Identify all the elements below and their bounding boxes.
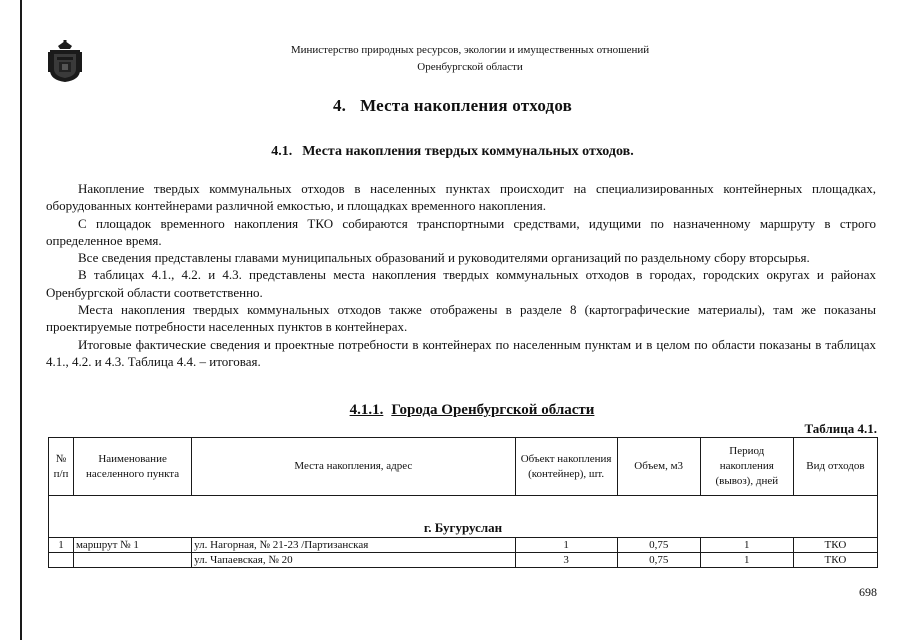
cell-address: ул. Нагорная, № 21-23 /Партизанская	[192, 538, 515, 553]
cell-num: 1	[49, 538, 74, 553]
cell-volume: 0,75	[617, 553, 700, 568]
cell-volume: 0,75	[617, 538, 700, 553]
body-text	[46, 180, 876, 370]
table-row	[49, 553, 878, 568]
paragraph: Накопление твердых коммунальных отходов в населенных пунктах происходит на специализированных контейнерных площадках, оборудованных контейнерами различной емкостью, и площадках временного накопления.	[46, 181, 876, 214]
paragraph: С площадок временного накопления ТКО собираются транспортными средствами, идущими по назначенному маршруту в строго определенное время.	[46, 215, 876, 248]
paragraph: В таблицах 4.1., 4.2. и 4.3. представлены места накопления твердых коммунальных отходов в городах, городских округах и районах Оренбургской области соответственно.	[46, 267, 876, 300]
table-row	[49, 538, 878, 553]
header-num: № п/п	[49, 438, 74, 496]
ministry-line-2: Оренбургской области	[417, 61, 523, 73]
cell-waste-type: ТКО	[793, 553, 877, 568]
cell-num	[49, 553, 74, 568]
header-locality: Наименование населенного пункта	[74, 438, 192, 496]
cell-waste-type: ТКО	[793, 538, 877, 553]
section-title	[0, 96, 905, 116]
header-address: Места накопления, адрес	[192, 438, 515, 496]
city-name: г. Бугуруслан	[49, 496, 878, 538]
cell-containers: 1	[515, 538, 617, 553]
coat-of-arms-icon	[48, 40, 82, 82]
cell-period: 1	[700, 553, 793, 568]
header-containers: Объект накопления (контейнер), шт.	[515, 438, 617, 496]
ministry-header	[160, 42, 780, 76]
table-header-row	[49, 438, 878, 496]
header-volume: Объем, м3	[617, 438, 700, 496]
subsection-title-text: Места накопления твердых коммунальных отходов.	[302, 144, 634, 159]
subsubsection-title-text: Города Оренбургской области	[391, 402, 595, 418]
cell-period: 1	[700, 538, 793, 553]
ministry-line-1: Министерство природных ресурсов, экологии и имущественных отношений	[290, 44, 650, 56]
containers-table	[48, 437, 878, 568]
cell-locality: маршрут № 1	[74, 538, 192, 553]
page-number: 698	[859, 585, 877, 599]
section-number: 4.	[332, 96, 347, 115]
section-title-text: Места накопления отходов	[360, 96, 572, 115]
subsubsection-title	[0, 402, 905, 419]
city-row	[49, 496, 878, 538]
table-label: Таблица 4.1.	[804, 421, 877, 436]
subsection-number: 4.1.	[271, 144, 293, 159]
header-period: Период накопления (вывоз), дней	[700, 438, 793, 496]
cell-locality	[74, 553, 192, 568]
paragraph: Все сведения представлены главами муниципальных образований и руководителями организаций по раздельному сбору вторсырья.	[78, 250, 810, 266]
paragraph: Места накопления твердых коммунальных отходов также отображены в разделе 8 (картографические материалы), там же показаны проектируемые потребности населенных пунктов в контейнерах.	[46, 302, 876, 335]
subsection-title	[0, 144, 905, 160]
paragraph: Итоговые фактические сведения и проектные потребности в контейнерах по населенным пунктам и в целом по области показаны в таблицах 4.1., 4.2. и 4.3. Таблица 4.4. – итоговая.	[46, 336, 876, 369]
cell-containers: 3	[515, 553, 617, 568]
header-waste-type: Вид отходов	[793, 438, 877, 496]
cell-address: ул. Чапаевская, № 20	[192, 553, 515, 568]
subsubsection-number: 4.1.1.	[349, 402, 384, 418]
